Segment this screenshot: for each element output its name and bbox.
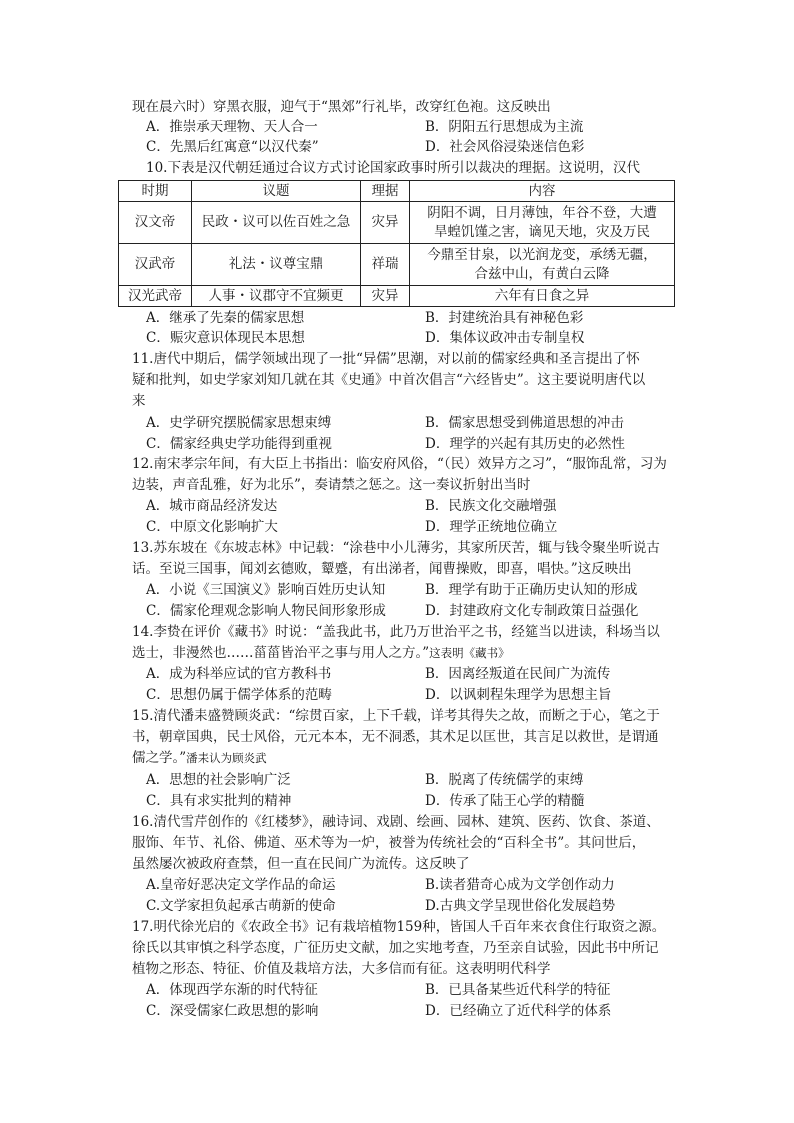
q16-stem-line: 16.清代雪芹创作的《红楼梦》，融诗词、戏剧、绘画、园林、建筑、医药、饮食、茶道、: [132, 814, 660, 830]
table-cell-content-line: 阴阳不调，日月薄蚀，年谷不登，大遭: [427, 204, 657, 221]
q12-option-c: C．中原文化影响扩大: [146, 519, 278, 535]
table-cell-period: 汉光武帝: [119, 286, 192, 307]
q15-stem-text: 儒之学。”: [132, 750, 187, 766]
q12-option-d: D．理学正统地位确立: [425, 519, 558, 535]
q9-stem-line: 现在晨六时）穿黑衣服，迎气于“黑郊”行礼毕，改穿红色袍。这反映出: [132, 99, 551, 115]
q12-option-b: B．民族文化交融增强: [425, 498, 557, 514]
q10-option-b: B．封建统治具有神秘色彩: [425, 310, 584, 326]
q15-option-d: D．传承了陆王心学的精髓: [425, 793, 585, 809]
q15-option-a: A．思想的社会影响广泛: [146, 772, 291, 788]
q12-option-a: A．城市商品经济发达: [146, 498, 278, 514]
table-header-basis: 理据: [361, 181, 410, 202]
table-cell-topic: 礼法・议尊宝鼎: [192, 244, 361, 286]
q10-option-a: A．继承了先秦的儒家思想: [146, 310, 305, 326]
table-cell-content: [410, 202, 675, 244]
q13-stem-line: 话。至说三国事，闻刘玄德败，颦蹙，有出涕者，闻曹操败，即喜，唱快。”这反映出: [132, 561, 632, 577]
q15-stem-line: 书，朝章国典，民士风俗，元元本本，无不洞悉，其术足以匡世，其言足以救世，是谓通: [132, 729, 659, 745]
table-cell-period: 汉文帝: [119, 202, 192, 244]
q15-stem-text: 潘耒认为顾炎武: [186, 751, 267, 765]
table-cell-content-line: 合兹中山，有黄白云降: [474, 265, 610, 282]
table-header-period: 时期: [119, 181, 192, 202]
q17-option-a: A．体现西学东渐的时代特征: [146, 982, 318, 998]
q17-option-c: C．深受儒家仁政思想的影响: [146, 1003, 319, 1019]
table-cell-basis: 祥瑞: [361, 244, 410, 286]
q14-stem-text: 选士，非漫然也……菑菑皆治平之事与用人之方。”: [132, 645, 430, 661]
table-cell-period: 汉武帝: [119, 244, 192, 286]
table-cell-content: [410, 244, 675, 286]
q9-option-b: B．阴阳五行思想成为主流: [425, 119, 584, 135]
q15-stem-line: 15.清代潘耒盛赞顾炎武：“综贯百家，上下千载，详考其得失之故，而断之于心，笔之于: [132, 708, 660, 724]
table-header-row: [119, 181, 675, 202]
q17-stem-line: 徐氏以其审慎之科学态度，广征历史文献，加之实地考查，乃至亲自试验，因此书中所记: [132, 940, 659, 956]
q13-option-c: C．儒家伦理观念影响人物民间形象形成: [146, 603, 386, 619]
q14-stem-line: [132, 644, 678, 663]
q11-stem-line: 来: [132, 393, 146, 409]
q15-option-b: B．脱离了传统儒学的束缚: [425, 772, 584, 788]
q16-option-a: A.皇帝好恶决定文学作品的命运: [146, 877, 336, 893]
q14-option-d: D．以讽刺程朱理学为思想主旨: [425, 687, 612, 703]
q14-stem-line: 14.李贽在评价《藏书》时说：“盖我此书，此乃万世治平之书，经筵当以进读，科场当以: [132, 624, 660, 640]
q16-option-d: D.古典文学呈现世俗化发展趋势: [425, 898, 616, 914]
q13-stem-line: 13.苏东坡在《东坡志林》中记载：“涂巷中小儿薄劣，其家所厌苦，辄与钱令聚坐听说古: [132, 540, 660, 556]
table-row: [119, 244, 675, 286]
q15-stem-line: [132, 749, 678, 768]
q11-option-d: D．理学的兴起有其历史的必然性: [425, 436, 625, 452]
q9-option-a: A．推崇承天理物、天人合一: [146, 119, 318, 135]
q10-table: [118, 180, 675, 307]
table-cell-content-line: 旱蝗饥馑之害，谪见天地，灾及万民: [434, 223, 650, 240]
q16-stem-line: 虽然屡次被政府查禁，但一直在民间广为流传。这反映了: [132, 856, 470, 872]
q17-stem-line: 植物之形态、特征、价值及栽培方法，大多信而有征。这表明明代科学: [132, 961, 551, 977]
q14-option-a: A．成为科举应试的官方教科书: [146, 666, 332, 682]
q10-option-c: C．赈灾意识体现民本思想: [146, 330, 305, 346]
q10-stem: 10.下表是汉代朝廷通过合议方式讨论国家政事时所引以裁决的理据。这说明，汉代: [146, 160, 640, 176]
table-header-topic: 议题: [192, 181, 361, 202]
q10-option-d: D．集体议政冲击专制皇权: [425, 330, 585, 346]
q9-option-d: D．社会风俗浸染迷信色彩: [425, 139, 585, 155]
q17-stem-line: 17.明代徐光启的《农政全书》记有栽培植物159种，皆国人千百年来衣食住行取资之源。: [132, 919, 666, 935]
table-row: [119, 286, 675, 307]
table-row: [119, 202, 675, 244]
q11-option-a: A．史学研究摆脱儒家思想束缚: [146, 415, 332, 431]
q15-option-c: C．具有求实批判的精神: [146, 793, 292, 809]
q17-option-d: D．已经确立了近代科学的体系: [425, 1003, 612, 1019]
q11-option-b: B．儒家思想受到佛道思想的冲击: [425, 415, 624, 431]
q16-option-c: C.文学家担负起承古萌新的使命: [146, 898, 336, 914]
q13-option-a: A．小说《三国演义》影响百姓历史认知: [146, 582, 386, 598]
q13-option-b: B．理学有助于正确历史认知的形成: [425, 582, 638, 598]
table-cell-topic: 民政・议可以佐百姓之急: [192, 202, 361, 244]
table-header-content: 内容: [410, 181, 675, 202]
q11-option-c: C．儒家经典史学功能得到重视: [146, 436, 332, 452]
table-cell-basis: 灾异: [361, 202, 410, 244]
table-cell-content-line: 今鼎至甘泉，以光润龙变，承绣无疆，: [427, 246, 657, 263]
q12-stem-line: 边装，声音乱雅，好为北乐”，奏请禁之惩之。这一奏议折射出当时: [132, 477, 531, 493]
q17-option-b: B．已具备某些近代科学的特征: [425, 982, 611, 998]
q13-option-d: D．封建政府文化专制政策日益强化: [425, 603, 639, 619]
q16-stem-line: 服饰、年节、礼俗、佛道、巫术等为一炉，被誉为传统社会的“百科全书”。其问世后，: [132, 835, 646, 851]
table-cell-topic: 人事・议郡守不宜频更: [192, 286, 361, 307]
q11-stem-line: 疑和批判，如史学家刘知几就在其《史通》中首次倡言“六经皆史”。这主要说明唐代以: [132, 372, 646, 388]
table-cell-content: 六年有日食之异: [410, 286, 675, 307]
q16-option-b: B.读者猎奇心成为文学创作动力: [425, 877, 615, 893]
q11-stem-line: 11.唐代中期后，儒学领域出现了一批“异儒”思潮，对以前的儒家经典和圣言提出了怀: [132, 351, 640, 367]
table-cell-basis: 灾异: [361, 286, 410, 307]
q9-option-c: C．先黑后红寓意“以汉代秦”: [146, 139, 319, 155]
q12-stem-line: 12.南宋孝宗年间，有大臣上书指出：临安府风俗，“（民）效异方之习”，“服饰乱常，习为: [132, 456, 667, 472]
q14-option-c: C．思想仍属于儒学体系的范畴: [146, 687, 332, 703]
q14-stem-text: 这表明《藏书》: [429, 646, 510, 660]
q14-option-b: B．因离经叛道在民间广为流传: [425, 666, 611, 682]
